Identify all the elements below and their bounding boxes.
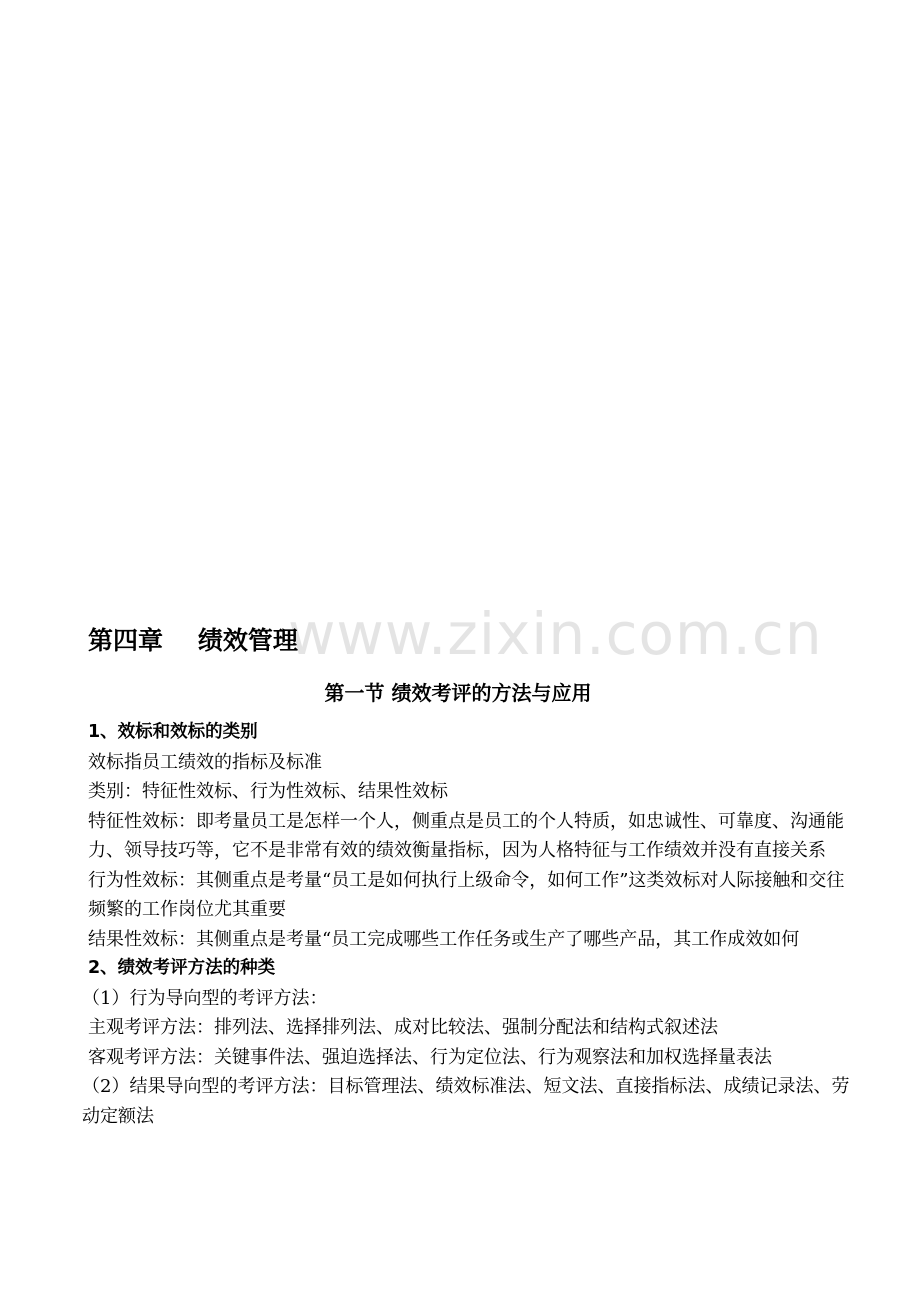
section-title: 第一节 绩效考评的方法与应用 xyxy=(324,681,592,705)
heading-method-types: 2、绩效考评方法的种类 xyxy=(88,958,276,978)
paragraph-categories: 类别：特征性效标、行为性效标、结果性效标 xyxy=(88,781,448,802)
document-content xyxy=(82,622,858,1131)
paragraph-subjective-methods: 主观考评方法：排列法、选择排列法、成对比较法、强制分配法和结构式叙述法 xyxy=(88,1017,718,1038)
paragraph-result-methods: （2）结果导向型的考评方法：目标管理法、绩效标准法、短文法、直接指标法、成绩记录法、劳动定额法 xyxy=(82,1076,850,1127)
paragraph-trait-criteria: 特征性效标：即考量员工是怎样一个人，侧重点是员工的个人特质，如忠诚性、可靠度、沟通能力、领导技巧等，它不是非常有效的绩效衡量指标，因为人格特征与工作绩效并没有直接关系 xyxy=(88,810,844,861)
paragraph-result-criteria: 结果性效标：其侧重点是考量“员工完成哪些工作任务或生产了哪些产品，其工作成效如何 xyxy=(88,928,800,950)
chapter-title: 第四章 绩效管理 xyxy=(88,626,298,655)
watermark: www.zixin.com.cn xyxy=(288,600,823,668)
paragraph-behavior-methods: （1）行为导向型的考评方法： xyxy=(82,987,328,1009)
paragraph-definition: 效标指员工绩效的指标及标准 xyxy=(88,751,322,773)
paragraph-objective-methods: 客观考评方法：关键事件法、强迫选择法、行为定位法、行为观察法和加权选择量表法 xyxy=(88,1046,772,1068)
heading-criteria: 1、效标和效标的类别 xyxy=(88,722,258,742)
paragraph-behavior-criteria: 行为性效标：其侧重点是考量“员工是如何执行上级命令，如何工作”这类效标对人际接触和交往频繁的工作岗位尤其重要 xyxy=(88,869,845,920)
